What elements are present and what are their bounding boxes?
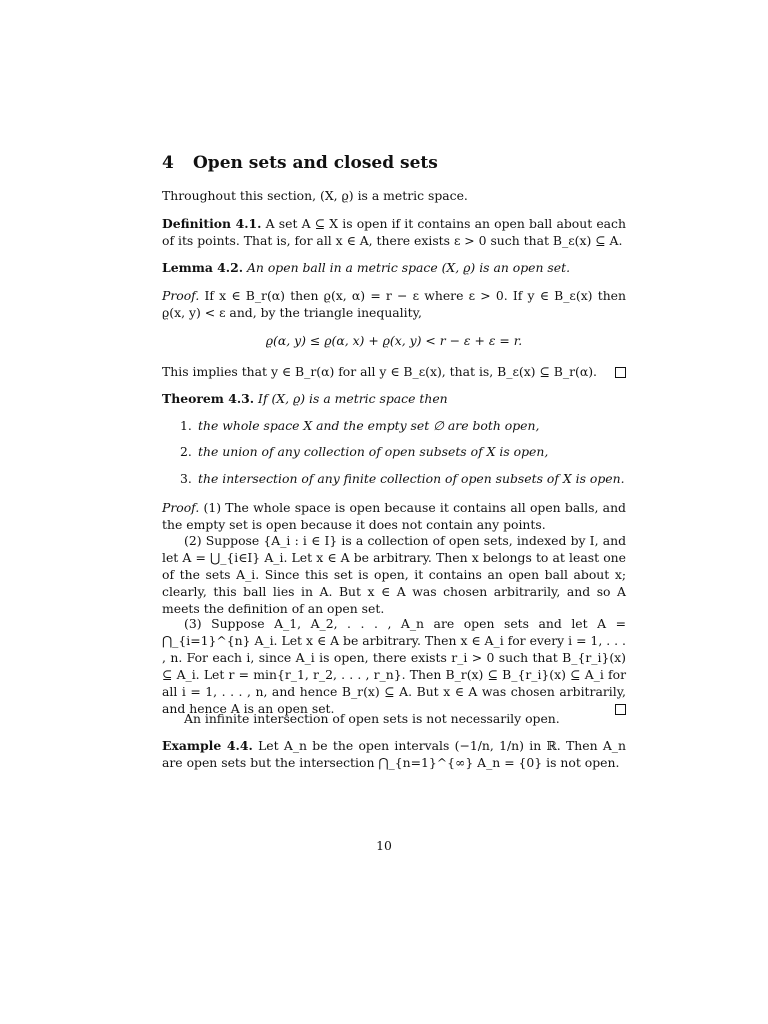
example-label: Example 4.4.: [162, 738, 253, 753]
theorem-proof-paragraph-1: [162, 499, 626, 533]
theorem-statement: If (X, ϱ) is a metric space then: [258, 391, 448, 406]
page-number: 10: [376, 838, 392, 853]
section-heading: [162, 153, 438, 173]
lemma-label: Lemma 4.2.: [162, 260, 244, 275]
theorem-proof-part-1: (1) The whole space is open because it contains all open balls, and the empty set is open because it does not contain any points.: [162, 500, 626, 532]
theorem-item-3: [180, 471, 626, 486]
lemma-proof-label: Proof.: [162, 288, 200, 303]
lemma-proof-block: [162, 287, 626, 321]
section-number: 4: [162, 153, 174, 173]
remark-paragraph: An infinite intersection of open sets is not necessarily open.: [184, 711, 560, 726]
definition-block: [162, 215, 626, 249]
definition-line-2: of its points. That is, for all x ∈ A, there exists ε > 0 such that B_ε(x) ⊆ A.: [162, 233, 623, 248]
lemma-statement: An open ball in a metric space (X, ϱ) is an open set.: [246, 260, 571, 275]
theorem-item-1: [180, 418, 626, 433]
theorem-proof-part-3: (3) Suppose A_1, A_2, . . . , A_n are open sets and let A = ⋂_{i=1}^{n} A_i. Let x ∈ A be arbitrary. Then x ∈ A_i for every i = 1, . . . , n. For each i, since A_i is open, there exists r_i > 0 such that B_{r_i}(x) ⊆ A_i. Let r = min{r_1, r_2, . . . , r_n}. Then B_r(x) ⊆ B_{r_i}(x) ⊆ A_i for all i = 1, . . . , n, and hence B_r(x) ⊆ A. But x ∈ A was chosen arbitrarily, and hence A is an open set.: [162, 616, 626, 716]
intro-paragraph: Throughout this section, (X, ϱ) is a metric space.: [162, 188, 468, 203]
theorem-block: [162, 390, 626, 407]
theorem-proof-label: Proof.: [162, 500, 200, 515]
theorem-label: Theorem 4.3.: [162, 391, 255, 406]
lemma-proof-conclusion: [162, 363, 626, 380]
lemma-proof-line-2: ϱ(x, y) < ε and, by the triangle inequality,: [162, 305, 422, 320]
lemma-proof-conclusion-text: This implies that y ∈ B_r(α) for all y ∈ B_ε(x), that is, B_ε(x) ⊆ B_r(α).: [162, 364, 597, 379]
theorem-item-text: the intersection of any finite collection of open subsets of X is open.: [198, 471, 625, 486]
theorem-proof-paragraph-2: (2) Suppose {A_i : i ∈ I} is a collection of open sets, indexed by I, and let A = ⋃_{i∈I} A_i. Let x ∈ A be arbitrary. Then x belongs to at least one of the sets A_i. Since this set is open, it contains an open ball about x; clearly, this ball lies in A. But x ∈ A was chosen arbitrarily, and so A meets the definition of an open set.: [162, 533, 626, 616]
theorem-item-number: 1.: [180, 418, 192, 433]
qed-square-icon: [615, 367, 626, 378]
definition-line-1: A set A ⊆ X is open if it contains an open ball about each: [265, 216, 626, 231]
section-title: Open sets and closed sets: [193, 153, 438, 173]
lemma-proof-line-1: If x ∈ B_r(α) then ϱ(x, α) = r − ε where ε > 0. If y ∈ B_ε(x) then: [204, 288, 626, 303]
theorem-item-text: the union of any collection of open subsets of X is open,: [198, 444, 549, 459]
triangle-inequality-display: ϱ(α, y) ≤ ϱ(α, x) + ϱ(x, y) < r − ε + ε = r.: [265, 333, 523, 348]
example-block: [162, 737, 626, 771]
theorem-item-number: 3.: [180, 471, 192, 486]
lemma-block: [162, 259, 626, 276]
example-line-2: are open sets but the intersection ⋂_{n=1}^{∞} A_n = {0} is not open.: [162, 755, 620, 770]
example-line-1: Let A_n be the open intervals (−1/n, 1/n) in ℝ. Then A_n: [258, 738, 626, 753]
definition-label: Definition 4.1.: [162, 216, 262, 231]
theorem-proof-paragraph-3: [162, 615, 626, 717]
theorem-item-text: the whole space X and the empty set ∅ are both open,: [198, 418, 540, 433]
theorem-item-2: [180, 444, 626, 459]
theorem-item-number: 2.: [180, 444, 192, 459]
